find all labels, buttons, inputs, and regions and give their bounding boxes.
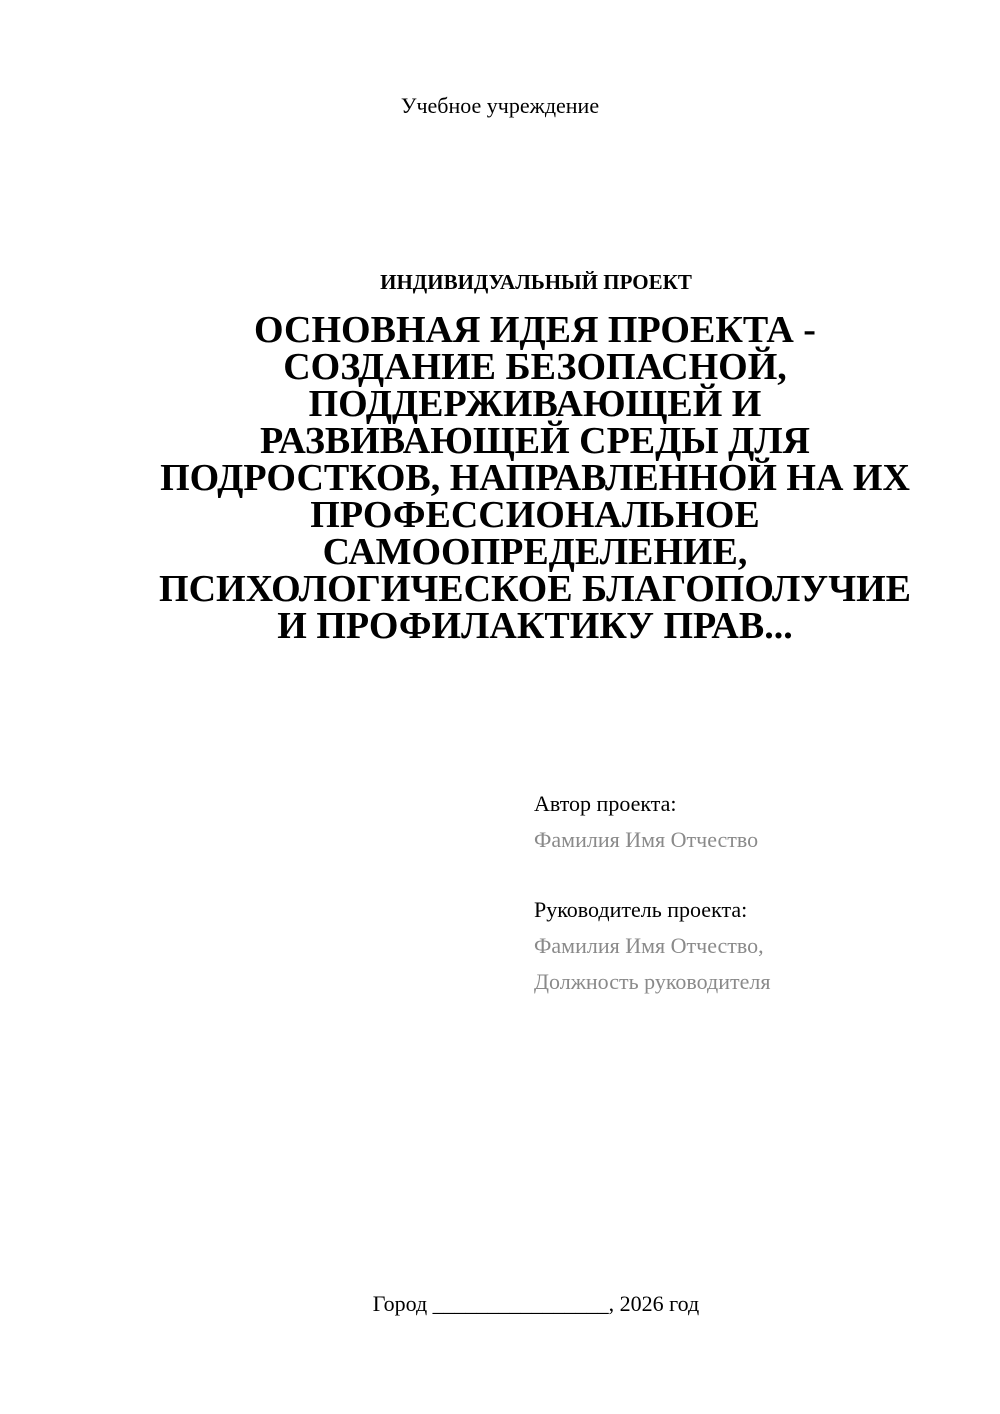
title-line: ПОДДЕРЖИВАЮЩЕЙ И	[308, 383, 762, 425]
project-title	[140, 309, 930, 647]
title-line: ОСНОВНАЯ ИДЕЯ ПРОЕКТА -	[254, 309, 816, 351]
title-line: САМООПРЕДЕЛЕНИЕ,	[322, 531, 748, 573]
author-block	[534, 786, 974, 858]
title-line: ПОДРОСТКОВ, НАПРАВЛЕННОЙ НА ИХ	[160, 457, 910, 499]
project-type: ИНДИВИДУАЛЬНЫЙ ПРОЕКТ	[380, 270, 692, 294]
author-label: Автор проекта:	[534, 791, 677, 816]
institution-name: Учебное учреждение	[400, 93, 600, 118]
title-line: СОЗДАНИЕ БЕЗОПАСНОЙ,	[283, 346, 787, 388]
city-year-line: Город ________________, 2026 год	[372, 1291, 700, 1316]
title-line: ПСИХОЛОГИЧЕСКОЕ БЛАГОПОЛУЧИЕ	[159, 568, 911, 610]
title-line: ПРОФЕССИОНАЛЬНОЕ	[310, 494, 760, 536]
supervisor-block	[534, 892, 974, 1000]
title-line: И ПРОФИЛАКТИКУ ПРАВ...	[277, 605, 793, 647]
title-line: РАЗВИВАЮЩЕЙ СРЕДЫ ДЛЯ	[260, 420, 810, 462]
supervisor-position: Должность руководителя	[534, 969, 771, 994]
supervisor-name: Фамилия Имя Отчество,	[534, 933, 764, 958]
supervisor-label: Руководитель проекта:	[534, 897, 748, 922]
author-name: Фамилия Имя Отчество	[534, 827, 759, 852]
